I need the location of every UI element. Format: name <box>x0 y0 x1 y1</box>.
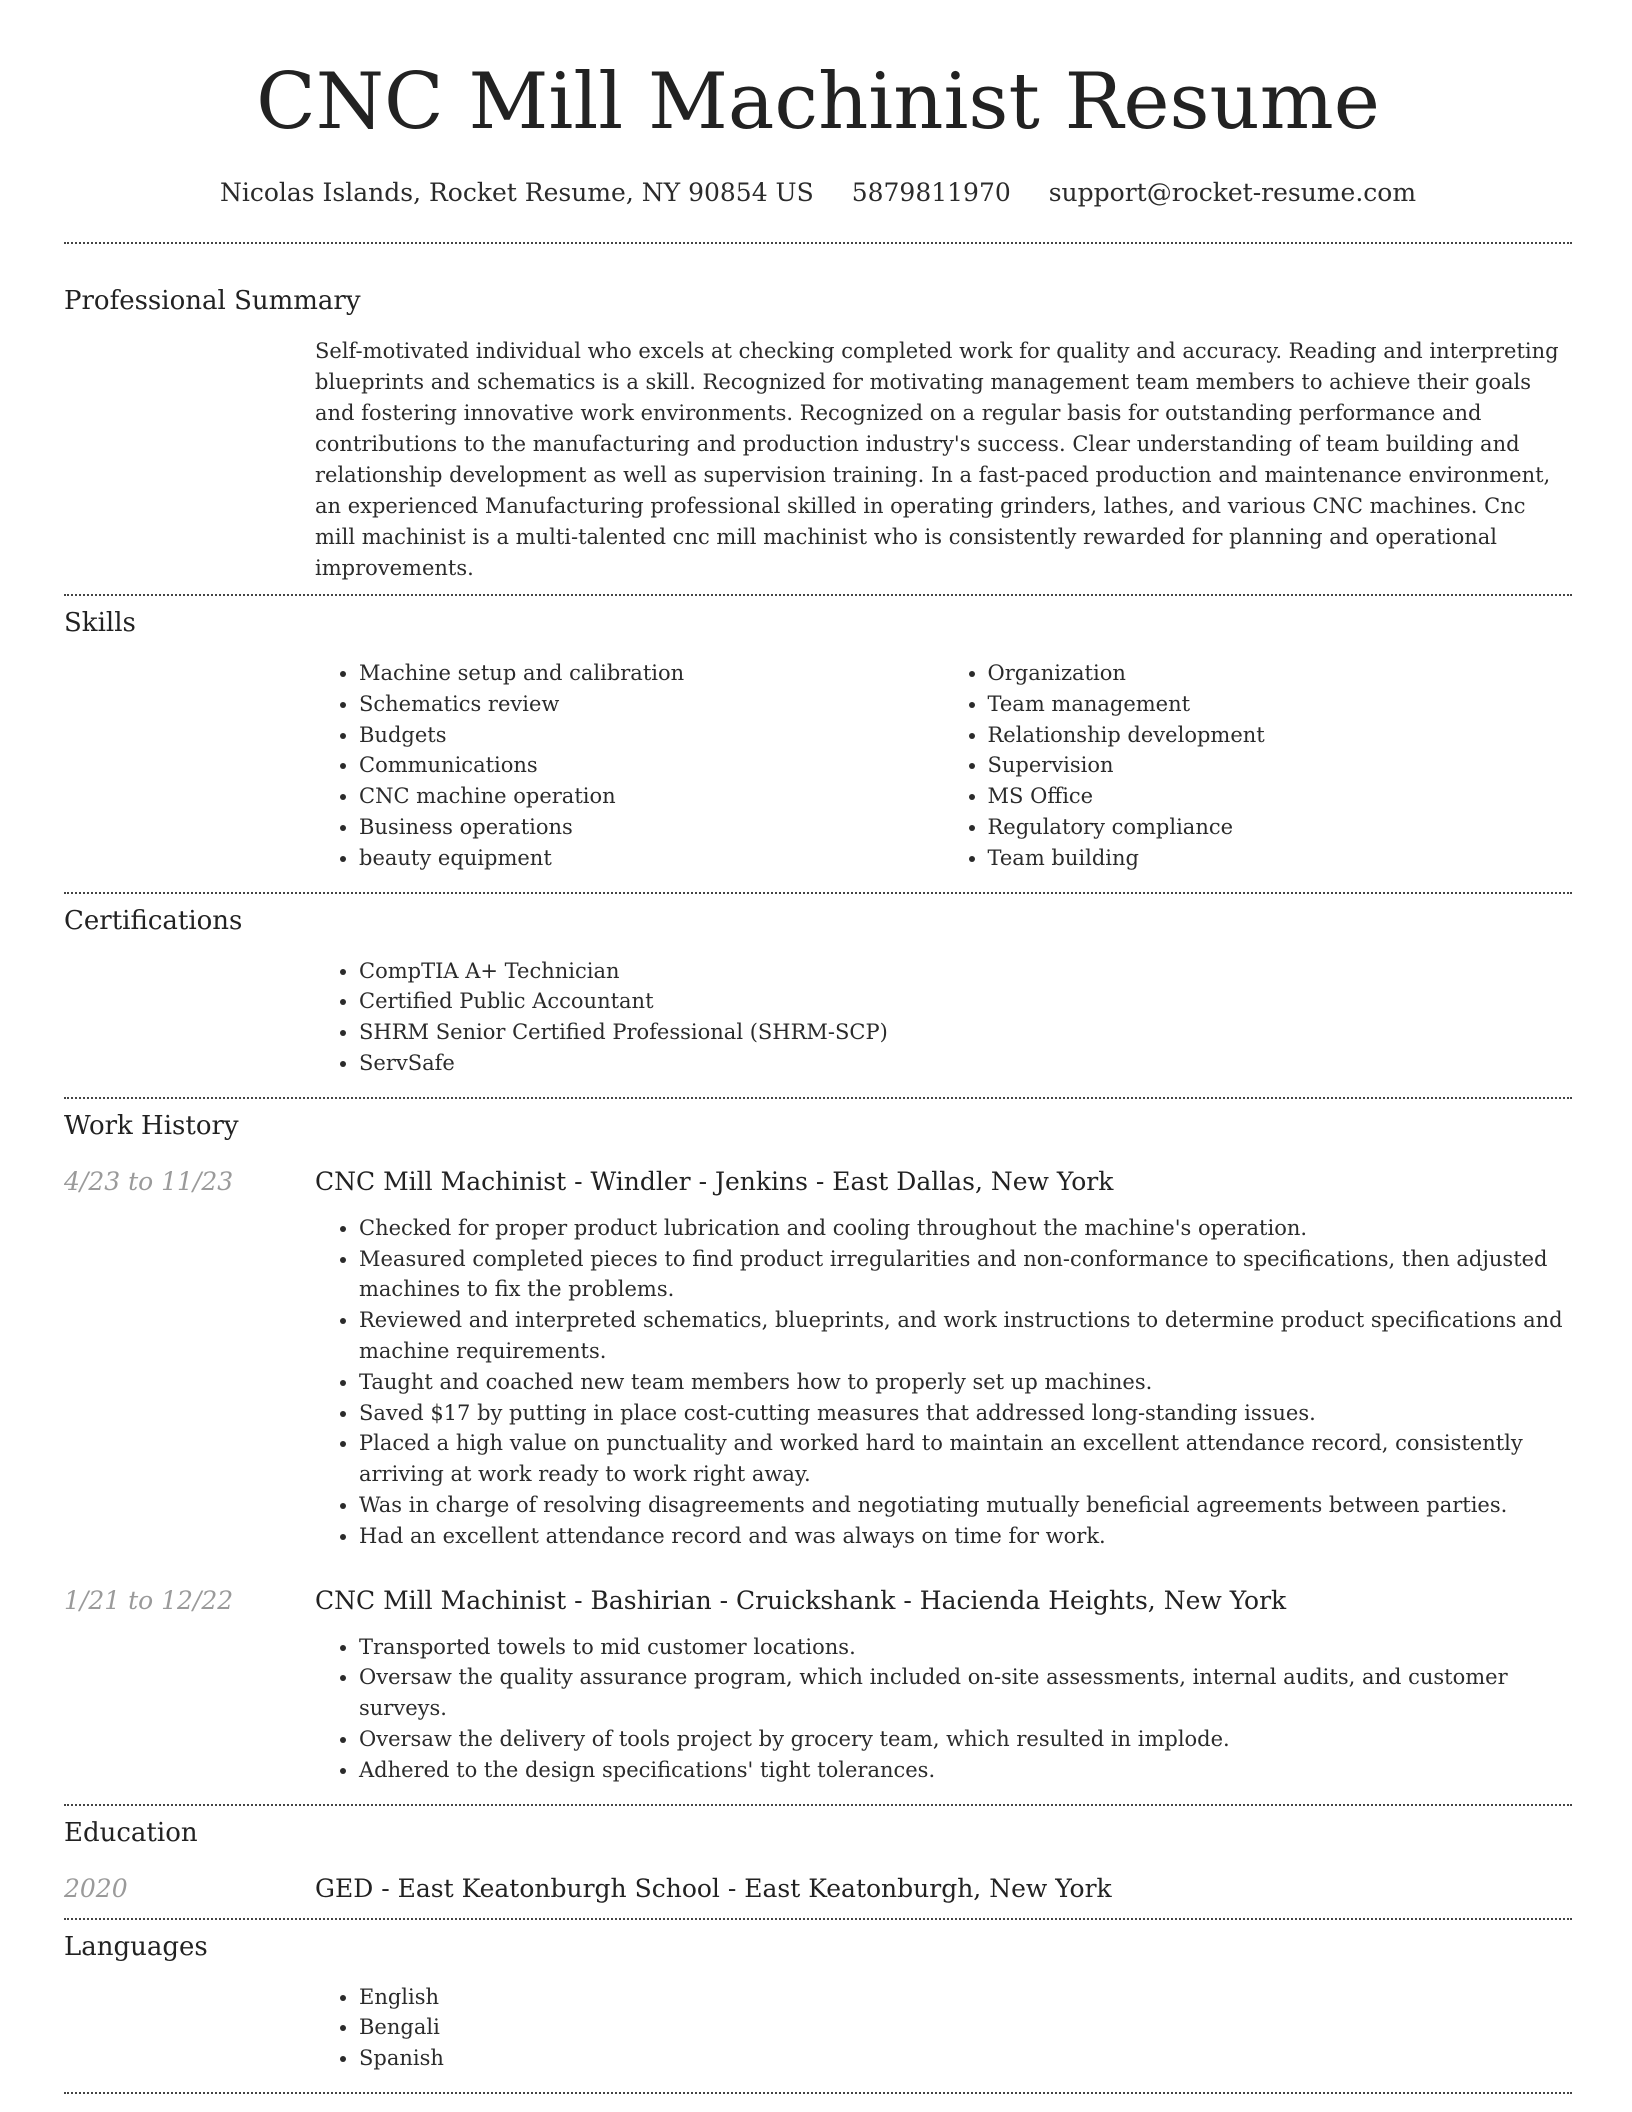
certification-item: • ServSafe <box>359 1048 1572 1079</box>
skill-item: • Machine setup and calibration <box>359 658 944 689</box>
skills-columns <box>315 658 1572 874</box>
certification-item: • CompTIA A+ Technician <box>359 956 1572 987</box>
job-bullet: • Had an excellent attendance record and was always on time for work. <box>359 1521 1572 1552</box>
skill-item: • Schematics review <box>359 689 944 720</box>
job-bullet: • Taught and coached new team members how to properly set up machines. <box>359 1367 1572 1398</box>
job-bullet: • Was in charge of resolving disagreements and negotiating mutually beneficial agreements between parties. <box>359 1490 1572 1521</box>
divider <box>64 594 1572 596</box>
skill-item: • CNC machine operation <box>359 781 944 812</box>
job-dates: 1/21 to 12/22 <box>64 1585 234 1615</box>
certifications-section <box>64 904 1572 1079</box>
languages-list <box>315 1982 1572 2074</box>
languages-heading: Languages <box>64 1931 208 1962</box>
divider <box>64 892 1572 894</box>
skills-list-left <box>315 658 944 874</box>
work-section <box>64 1109 1572 1786</box>
divider <box>64 1918 1572 1920</box>
job-bullet: • Reviewed and interpreted schematics, blueprints, and work instructions to determine product specifications and machine requirements. <box>359 1305 1572 1367</box>
certification-item: • Certified Public Accountant <box>359 986 1572 1017</box>
education-entry <box>64 1872 1572 1906</box>
skill-item: • beauty equipment <box>359 843 944 874</box>
skill-item: • Budgets <box>359 720 944 751</box>
contact-address: Nicolas Islands, Rocket Resume, NY 90854 US <box>219 178 814 207</box>
job-bullet: • Adhered to the design specifications' tight tolerances. <box>359 1755 1572 1786</box>
skill-item: • Relationship development <box>988 720 1573 751</box>
divider <box>64 242 1572 244</box>
job-bullet: • Saved $17 by putting in place cost-cutting measures that addressed long-standing issues. <box>359 1398 1572 1429</box>
skill-item: • Communications <box>359 750 944 781</box>
job-entry <box>64 1165 1572 1552</box>
summary-section <box>64 284 1572 584</box>
resume-title: CNC Mill Machinist Resume <box>256 57 1380 147</box>
job-bullet: • Measured completed pieces to find product irregularities and non-conformance to specifications, then adjusted machines to fix the problems. <box>359 1244 1572 1306</box>
language-item: • Spanish <box>359 2043 1572 2074</box>
job-bullet: • Oversaw the delivery of tools project by grocery team, which resulted in implode. <box>359 1724 1572 1755</box>
skill-item: • Team management <box>988 689 1573 720</box>
skill-item: • Team building <box>988 843 1573 874</box>
summary-text: Self-motivated individual who excels at checking completed work for quality and accuracy. Reading and interpreting blueprints and schematics is a skill. Recognized for motivating management team members to achieve their goals and fostering innovative work environments. Recognized on a regular basis for outstanding performance and contributions to the manufacturing and production industry's success. Clear understanding of team building and relationship development as well as supervision training. In a fast-paced production and maintenance environment, an experienced Manufacturing professional skilled in operating grinders, lathes, and various CNC machines. Cnc mill machinist is a multi-talented cnc mill machinist who is consistently rewarded for planning and operational improvements. <box>315 339 1559 580</box>
skills-heading: Skills <box>64 608 136 638</box>
job-dates: 4/23 to 11/23 <box>64 1166 234 1196</box>
skill-item: • Business operations <box>359 812 944 843</box>
education-title: GED - East Keatonburgh School - East Keatonburgh, New York <box>315 1873 1112 1903</box>
summary-heading: Professional Summary <box>64 286 361 316</box>
skills-section <box>64 606 1572 874</box>
job-entry <box>64 1584 1572 1786</box>
skills-list-right <box>944 658 1573 874</box>
languages-section <box>64 1930 1572 2074</box>
certification-item: • SHRM Senior Certified Professional (SHRM-SCP) <box>359 1017 1572 1048</box>
job-bullets <box>315 1632 1572 1786</box>
divider <box>64 1097 1572 1099</box>
contact-phone: 5879811970 <box>851 178 1011 207</box>
job-title: CNC Mill Machinist - Windler - Jenkins - East Dallas, New York <box>315 1166 1114 1196</box>
work-heading: Work History <box>64 1110 239 1141</box>
education-section <box>64 1816 1572 1906</box>
skill-item: • Regulatory compliance <box>988 812 1573 843</box>
contact-email: support@rocket-resume.com <box>1048 178 1417 207</box>
certifications-list <box>315 956 1572 1079</box>
skill-item: • Organization <box>988 658 1573 689</box>
job-bullet: • Checked for proper product lubrication and cooling throughout the machine's operation. <box>359 1213 1572 1244</box>
skill-item: • MS Office <box>988 781 1573 812</box>
job-bullet: • Placed a high value on punctuality and worked hard to maintain an excellent attendance record, consistently arriving at work ready to work right away. <box>359 1428 1572 1490</box>
education-heading: Education <box>64 1817 198 1848</box>
contact-line <box>64 176 1572 210</box>
job-title: CNC Mill Machinist - Bashirian - Cruickshank - Hacienda Heights, New York <box>315 1585 1287 1615</box>
education-date: 2020 <box>64 1873 128 1903</box>
divider <box>64 1804 1572 1806</box>
job-bullets <box>315 1213 1572 1552</box>
job-bullet: • Oversaw the quality assurance program, which included on-site assessments, internal audits, and customer surveys. <box>359 1662 1572 1724</box>
language-item: • English <box>359 1982 1572 2013</box>
certifications-list-wrap <box>315 956 1572 1079</box>
job-bullet: • Transported towels to mid customer locations. <box>359 1632 1572 1663</box>
resume-page <box>64 0 1572 2094</box>
languages-list-wrap <box>315 1982 1572 2074</box>
language-item: • Bengali <box>359 2012 1572 2043</box>
divider <box>64 2092 1572 2094</box>
certifications-heading: Certifications <box>64 905 243 936</box>
skill-item: • Supervision <box>988 750 1573 781</box>
